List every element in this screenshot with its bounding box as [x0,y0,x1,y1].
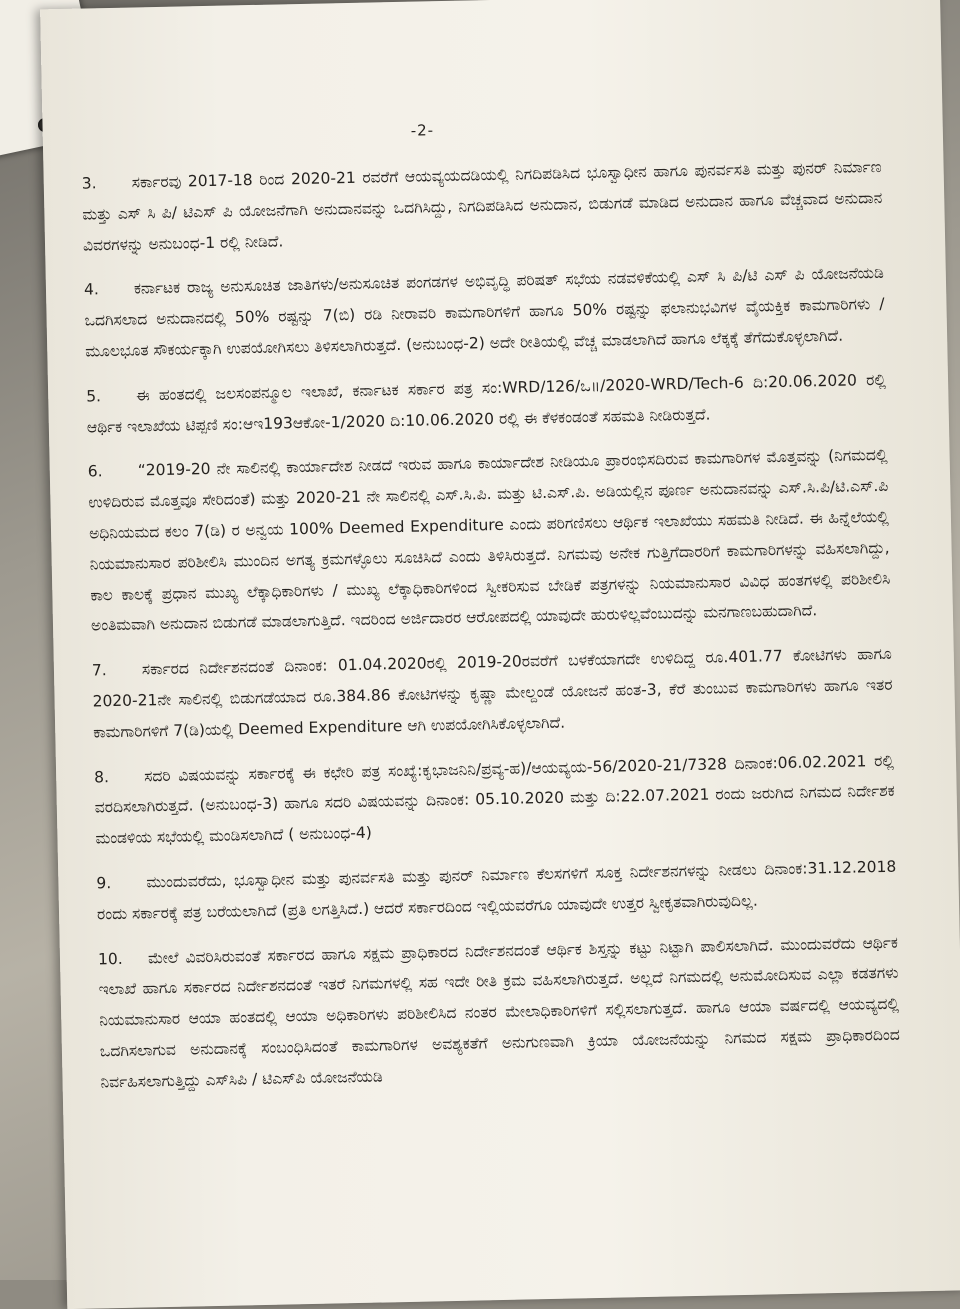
paragraph-8 [94,745,896,854]
paragraph-number: 3. [81,174,97,193]
paragraph-4 [84,258,886,367]
paragraph-6 [87,440,891,641]
paragraph-9 [96,852,897,930]
paragraph-text: ಸದರಿ ವಿಷಯವನ್ನು ಸರ್ಕಾರಕ್ಕೆ ಈ ಕಛೇರಿ ಪತ್ರ ಸಂಖ್ಯೆ:ಕೃಭಾಜನಿನಿ/ಪ್ರವ್ಯ-ಹ)/ಆಯವ್ಯಯ-56/2020-21/7328 ದಿನಾಂಕ:06.02.2021 ರಲ್ಲಿ ವರದಿಸಲಾಗಿರುತ್ತದೆ. (ಅನುಬಂಧ-3) ಹಾಗೂ ಸದರಿ ವಿಷಯವನ್ನು ದಿನಾಂಕ: 05.10.2020 ಮತ್ತು ದಿ:22.07.2021 ರಂದು ಜರುಗಿದ ನಿಗಮದ ನಿರ್ದೇಶಕ ಮಂಡಳಿಯ ಸಭೆಯಲ್ಲಿ ಮಂಡಿಸಲಾಗಿದೆ ( ಅನುಬಂಧ-4) [94,751,895,848]
document-body [81,152,901,1112]
paragraph-text: ಕರ್ನಾಟಕ ರಾಜ್ಯ ಅನುಸೂಚಿತ ಜಾತಿಗಳು/ಅನುಸೂಚಿತ ಪಂಗಡಗಳ ಅಭಿವೃದ್ಧಿ ಪರಿಷತ್ ಸಭೆಯ ನಡವಳಿಕೆಯಲ್ಲಿ ಎಸ್ ಸಿ ಪಿ/ಟಿ ಎಸ್ ಪಿ ಯೋಜನೆಯಡಿ ಒದಗಿಸಲಾದ ಅನುದಾನದಲ್ಲಿ 50% ರಷ್ಟನ್ನು 7(ಬಿ) ರಡಿ ನೀರಾವರಿ ಕಾಮಗಾರಿಗಳಿಗೆ ಹಾಗೂ 50% ರಷ್ಟನ್ನು ಫಲಾನುಭವಿಗಳ ವೈಯಕ್ತಿಕ ಕಾಮಗಾರಿಗಳು / ಮೂಲಭೂತ ಸೌಕರ್ಯಕ್ಕಾಗಿ ಉಪಯೋಗಿಸಲು ತಿಳಿಸಲಾಗಿರುತ್ತದೆ. (ಅನುಬಂಧ-2) ಅದೇ ರೀತಿಯಲ್ಲಿ ವೆಚ್ಚ ಮಾಡಲಾಗಿದೆ ಹಾಗೂ ಲೆಕ್ಕಕ್ಕೆ ತೆಗೆದುಕೊಳ್ಳಲಾಗಿದೆ. [84,264,885,361]
paragraph-text: ಸರ್ಕಾರದ ನಿರ್ದೇಶನದಂತೆ ದಿನಾಂಕ: 01.04.2020ರಲ್ಲಿ 2019-20ರವರೆಗೆ ಬಳಕೆಯಾಗದೇ ಉಳಿದಿದ್ದ ರೂ.401.77 ಕೋಟಿಗಳು ಹಾಗೂ 2020-21ನೇ ಸಾಲಿನಲ್ಲಿ ಬಿಡುಗಡೆಯಾದ ರೂ.384.86 ಕೋಟಿಗಳನ್ನು ಕೃಷ್ಣಾ ಮೇಲ್ದಂಡೆ ಯೋಜನೆ ಹಂತ-3, ಕೆರೆ ತುಂಬುವ ಕಾಮಗಾರಿಗಳು ಹಾಗೂ ಇತರ ಕಾಮಗಾರಿಗಳಿಗೆ 7(ಡಿ)ಯಲ್ಲಿ Deemed Expenditure ಆಗಿ ಉಪಯೋಗಿಸಿಕೊಳ್ಳಲಾಗಿದೆ. [92,644,893,742]
paragraph-10 [98,927,901,1098]
paragraph-number: 8. [93,767,110,787]
paragraph-7 [92,639,894,748]
document-page [40,0,960,1309]
paragraph-number: 7. [91,661,107,680]
paragraph-text: “2019-20 ನೇ ಸಾಲಿನಲ್ಲಿ ಕಾರ್ಯಾದೇಶ ನೀಡದೆ ಇರುವ ಹಾಗೂ ಕಾರ್ಯಾದೇಶ ನೀಡಿಯೂ ಪ್ರಾರಂಭಿಸದಿರುವ ಕಾಮಗಾರಿಗಳ ಮೊತ್ತವನ್ನು (ನಿಗಮದಲ್ಲಿ ಉಳಿದಿರುವ ಮೊತ್ತವೂ ಸೇರಿದಂತೆ) ಮತ್ತು 2020-21 ನೇ ಸಾಲಿನಲ್ಲಿ ಎಸ್.ಸಿ.ಪಿ. ಮತ್ತು ಟಿ.ಎಸ್.ಪಿ. ಅಡಿಯಲ್ಲಿನ ಪೂರ್ಣ ಅನುದಾನವನ್ನು ಎಸ್.ಸಿ.ಪಿ/ಟಿ.ಎಸ್.ಪಿ ಅಧಿನಿಯಮದ ಕಲಂ 7(ಡಿ) ರ ಅನ್ವಯ 100% Deemed Expenditure ಎಂದು ಪರಿಗಣಿಸಲು ಆರ್ಥಿಕ ಇಲಾಖೆಯು ಸಹಮತಿ ನೀಡಿದೆ. ಈ ಹಿನ್ನೆಲೆಯಲ್ಲಿ ನಿಯಮಾನುಸಾರ ಪರಿಶೀಲಿಸಿ ಮುಂದಿನ ಅಗತ್ಯ ಕ್ರಮಗಳ್ಳೊಲು ಸೂಚಿಸಿದೆ ಎಂದು ತಿಳಿಸಿರುತ್ತದೆ. ನಿಗಮವು ಅನೇಕ ಗುತ್ತಿಗೆದಾರರಿಗೆ ಕಾಮಗಾರಿಗಳನ್ನು ವಹಿಸಲಾಗಿದ್ದು, ಕಾಲ ಕಾಲಕ್ಕೆ ಪ್ರಧಾನ ಮುಖ್ಯ ಲೆಕ್ಕಾಧಿಕಾರಿಗಳು / ಮುಖ್ಯ ಲೆಕ್ಕಾಧಿಕಾರಿಗಳಿಂದ ಸ್ವೀಕರಿಸುವ ಬೇಡಿಕೆ ಪತ್ರಗಳನ್ನು ನಿಯಮಾನುಸಾರ ವಿವಿಧ ಹಂತಗಳಲ್ಲಿ ಪರಿಶೀಲಿಸಿ ಅಂತಿಮವಾಗಿ ಅನುದಾನ ಬಿಡುಗಡೆ ಮಾಡಲಾಗುತ್ತಿದೆ. ಇದರಿಂದ ಅರ್ಜಿದಾರರ ಆರೋಪದಲ್ಲಿ ಯಾವುದೇ ಹುರುಳಿಲ್ಲವೆಂಬುದನ್ನು ಮನಗಾಣಬಹುದಾಗಿದೆ. [88,446,891,635]
paragraph-text: ಮುಂದುವರೆದು, ಭೂಸ್ವಾಧೀನ ಮತ್ತು ಪುನರ್ವಸತಿ ಮತ್ತು ಪುನರ್ ನಿರ್ಮಾಣ ಕೆಲಸಗಳಿಗೆ ಸೂಕ್ತ ನಿರ್ದೇಶನಗಳನ್ನು ನೀಡಲು ದಿನಾಂಕ:31.12.2018 ರಂದು ಸರ್ಕಾರಕ್ಕೆ ಪತ್ರ ಬರೆಯಲಾಗಿದೆ (ಪ್ರತಿ ಲಗತ್ತಿಸಿದೆ.) ಆದರೆ ಸರ್ಕಾರದಿಂದ ಇಲ್ಲಿಯವರೆಗೂ ಯಾವುದೇ ಉತ್ತರ ಸ್ವೀಕೃತವಾಗಿರುವುದಿಲ್ಲ. [96,857,897,924]
paragraph-number: 4. [83,280,99,299]
paragraph-number: 6. [87,462,103,481]
paragraph-5 [86,365,887,443]
paragraph-number: 10. [97,949,123,968]
paragraph-text: ಮೇಲೆ ವಿವರಿಸಿರುವಂತೆ ಸರ್ಕಾರದ ಹಾಗೂ ಸಕ್ಷಮ ಪ್ರಾಧಿಕಾರದ ನಿರ್ದೇಶನದಂತೆ ಆರ್ಥಿಕ ಶಿಸ್ತನ್ನು ಕಟ್ಟು ನಿಟ್ಟಾಗಿ ಪಾಲಿಸಲಾಗಿದೆ. ಮುಂದುವರೆದು ಆರ್ಥಿಕ ಇಲಾಖೆ ಹಾಗೂ ಸರ್ಕಾರದ ನಿರ್ದೇಶನದಂತೆ ಇತರೆ ನಿಗಮಗಳಲ್ಲಿ ಸಹ ಇದೇ ರೀತಿ ಕ್ರಮ ವಹಿಸಲಾಗಿರುತ್ತದೆ. ಅಲ್ಲದೆ ನಿಗಮದಲ್ಲಿ ಅನುಮೋದಿಸುವ ಎಲ್ಲಾ ಕಡತಗಳು ನಿಯಮಾನುಸಾರ ಆಯಾ ಹಂತದಲ್ಲಿ ಆಯಾ ಅಧಿಕಾರಿಗಳು ಪರಿಶೀಲಿಸಿದ ನಂತರ ಮೇಲಾಧಿಕಾರಿಗಳಿಗೆ ಸಲ್ಲಿಸಲಾಗುತ್ತದೆ. ಹಾಗೂ ಆಯಾ ವರ್ಷದಲ್ಲಿ ಆಯವ್ಯದಲ್ಲಿ ಒದಗಿಸಲಾಗುವ ಅನುದಾನಕ್ಕೆ ಸಂಬಂಧಿಸಿದಂತೆ ಕಾಮಗಾರಿಗಳ ಅವಶ್ಯಕತೆಗೆ ಅನುಗುಣವಾಗಿ ಕ್ರಿಯಾ ಯೋಜನೆಯನ್ನು ನಿಗಮದ ಸಕ್ಷಮ ಪ್ರಾಧಿಕಾರದಿಂದ ನಿರ್ವಹಿಸಲಾಗುತ್ತಿದ್ದು ಎಸ್‌ಸಿಪಿ / ಟಿಎಸ್‌ಪಿ ಯೋಜನೆಯಡಿ [98,933,900,1092]
page-number: -2- [410,121,435,140]
paragraph-number: 9. [96,874,112,893]
paragraph-number: 5. [86,387,102,406]
paragraph-text: ಸರ್ಕಾರವು 2017-18 ರಿಂದ 2020-21 ರವರೆಗೆ ಆಯವ್ಯಯದಡಿಯಲ್ಲಿ ನಿಗದಿಪಡಿಸಿದ ಭೂಸ್ವಾಧೀನ ಹಾಗೂ ಪುನರ್ವಸತಿ ಮತ್ತು ಪುನರ್ ನಿರ್ಮಾಣ ಮತ್ತು ಎಸ್ ಸಿ ಪಿ/ ಟಿಎಸ್ ಪಿ ಯೋಜನೆಗಾಗಿ ಅನುದಾನವನ್ನು ಒದಗಿಸಿದ್ದು, ನಿಗದಿಪಡಿಸಿದ ಅನುದಾನ, ಬಿಡುಗಡೆ ಮಾಡಿದ ಅನುದಾನ ಹಾಗೂ ವೆಚ್ಚವಾದ ಅನುದಾನ ವಿವರಗಳನ್ನು ಅನುಬಂಧ-1 ರಲ್ಲಿ ನೀಡಿದೆ. [82,157,883,255]
paragraph-3 [81,152,883,261]
paragraph-text: ಈ ಹಂತದಲ್ಲಿ ಜಲಸಂಪನ್ಮೂಲ ಇಲಾಖೆ, ಕರ್ನಾಟಕ ಸರ್ಕಾರ ಪತ್ರ ಸಂ:WRD/126/ಒ॥/2020-WRD/Tech-6 ದಿ:20.06.2020 ರಲ್ಲಿ ಆರ್ಥಿಕ ಇಲಾಖೆಯ ಟಿಪ್ಪಣಿ ಸಂ:ಆಇ193ಆಕೋ-1/2020 ದಿ:10.06.2020 ರಲ್ಲಿ ಈ ಕೆಳಕಂಡಂತೆ ಸಹಮತಿ ನೀಡಿರುತ್ತದೆ. [86,370,887,437]
